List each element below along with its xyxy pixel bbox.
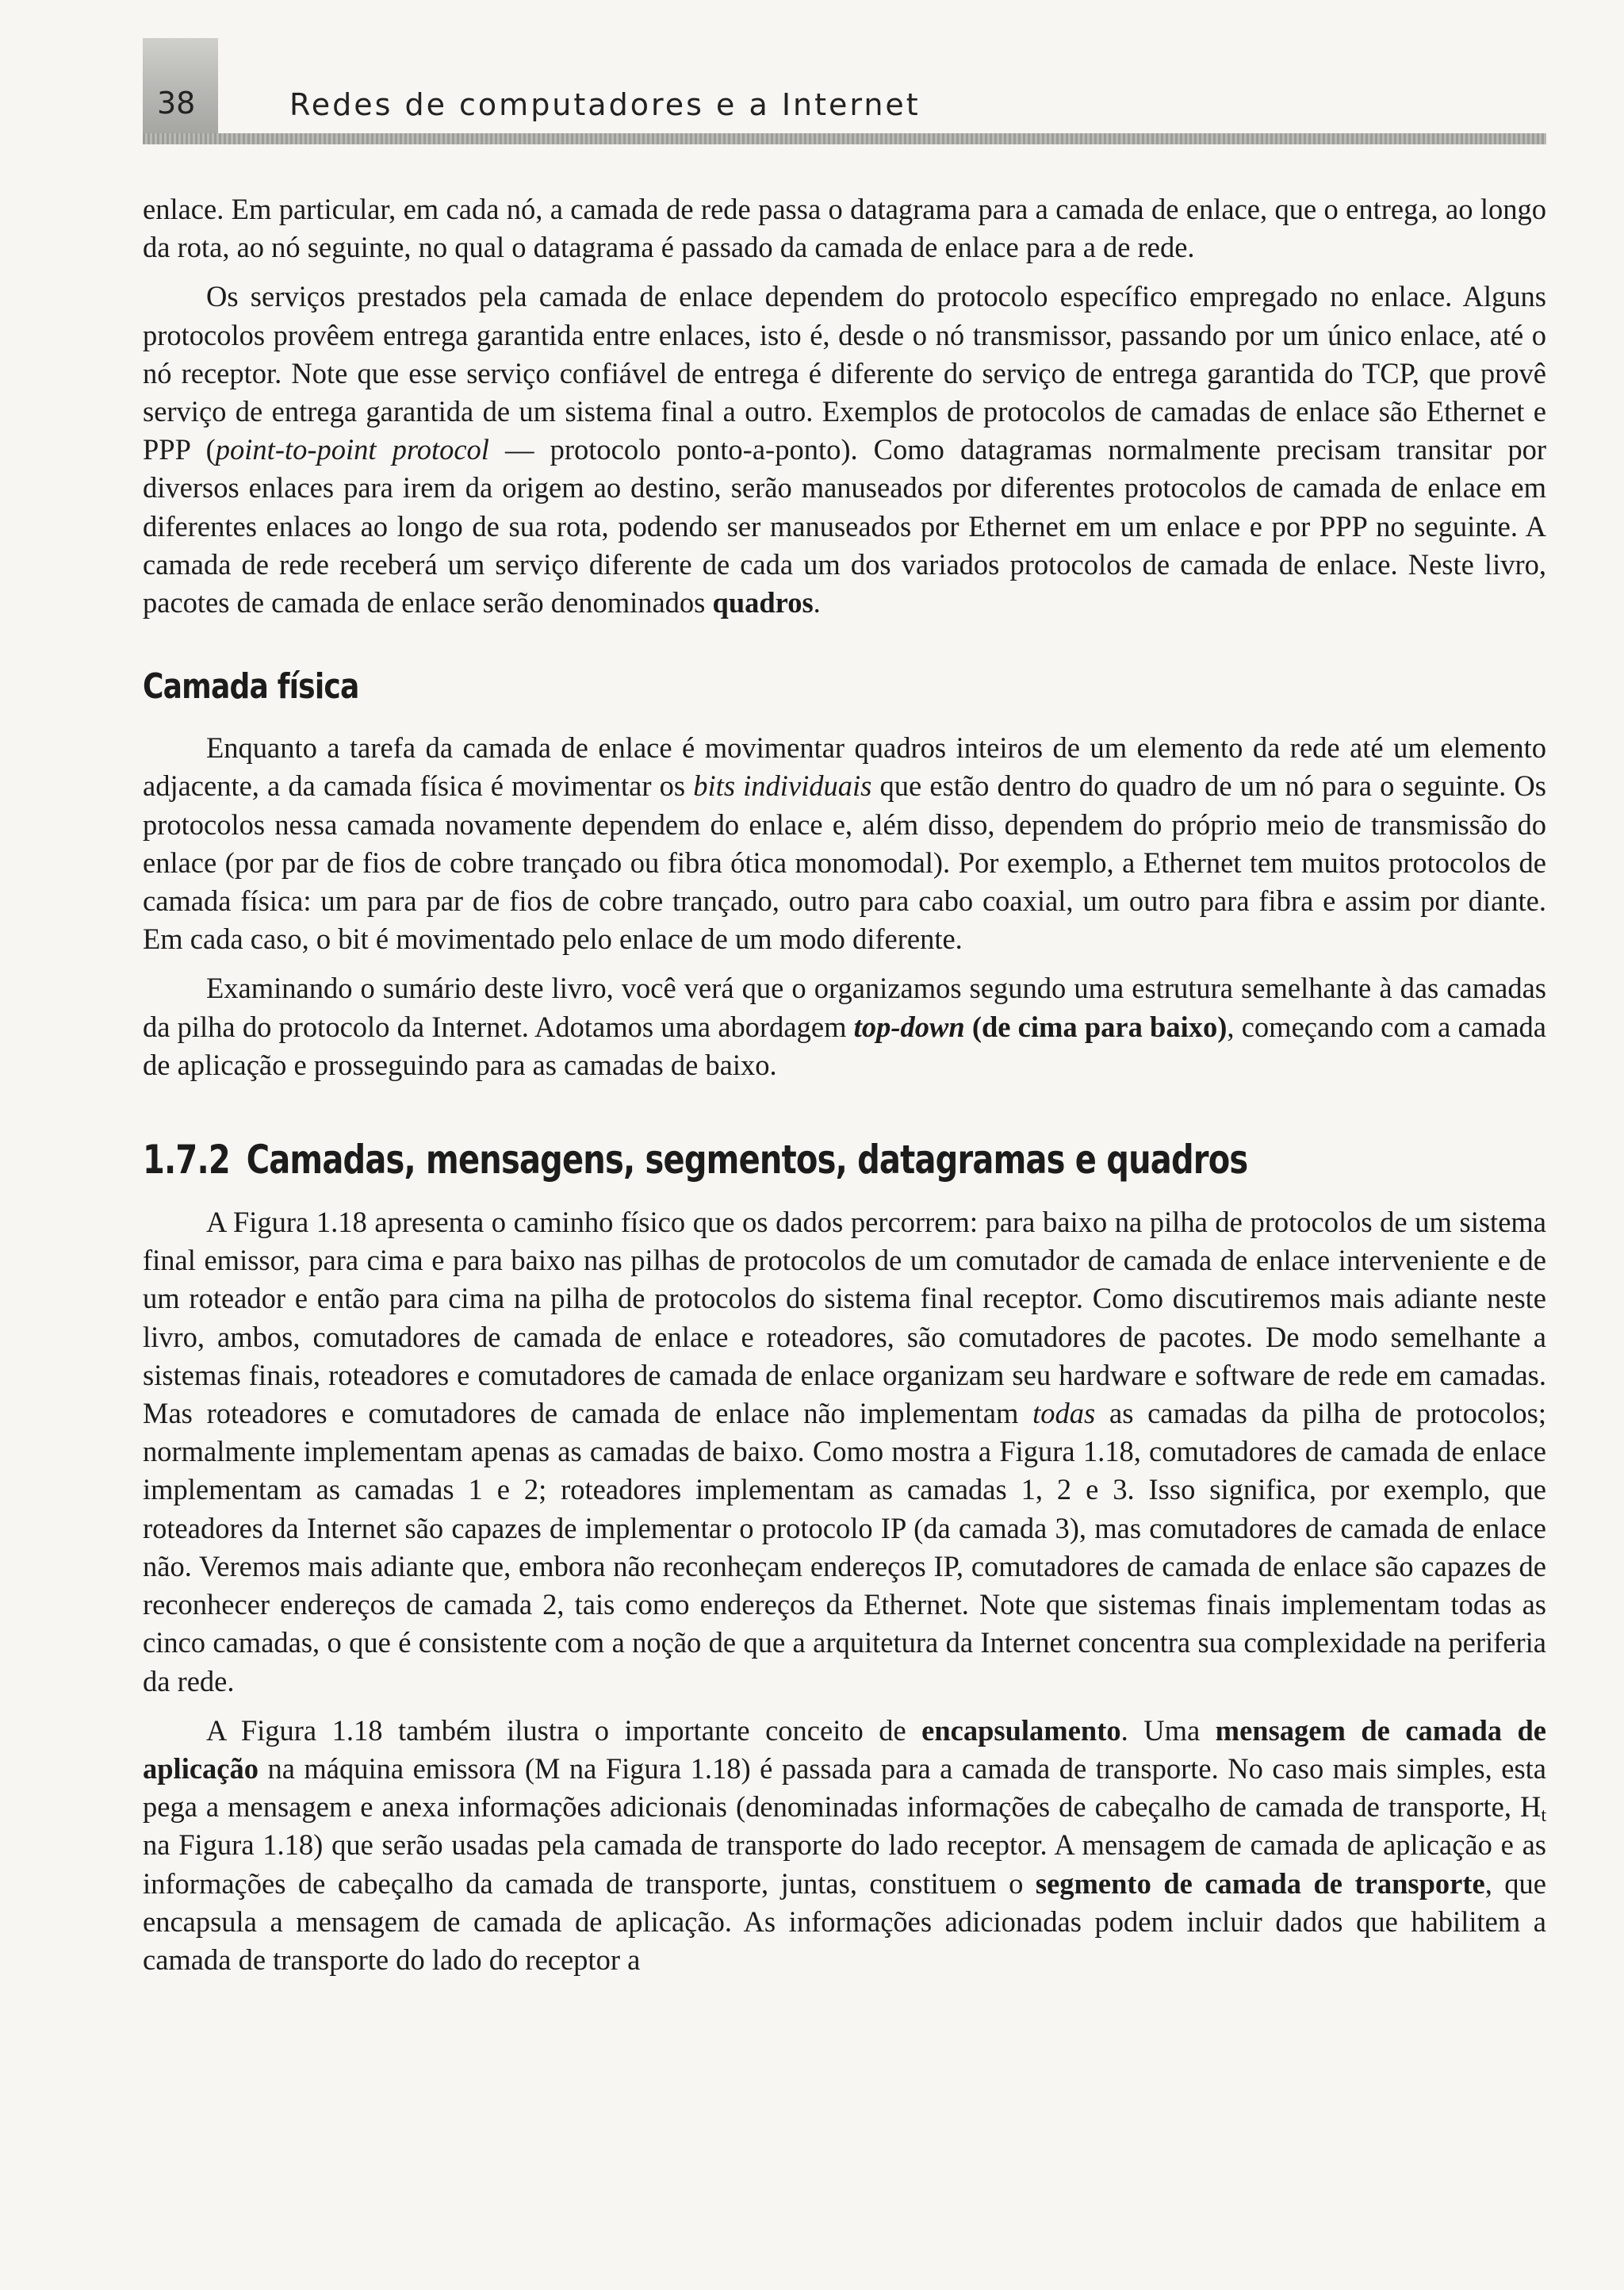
text: , começando com a camada de aplicação e prosseguindo para as camadas de baixo. xyxy=(143,1010,1546,1081)
text: A Figura 1.18 também ilustra o importante conceito de xyxy=(206,1713,922,1747)
text: que estão dentro do quadro de um nó para o seguinte. Os protocolos nessa camada novamente dependem do enlace e, além disso, dependem do próprio meio de transmissão do enlace (por par de fios de cobre trançado ou fibra ótica monomodal). Por exemplo, a Ethernet tem muitos protocolos de camada física: um para par de fios de cobre trançado, outro para cabo coaxial, um outro para fibra e assim por diante. Em cada caso, o bit é movimentado pelo enlace de um modo diferente. xyxy=(143,769,1546,956)
bold-term: encapsulamento xyxy=(921,1713,1121,1747)
paragraph xyxy=(143,278,1546,622)
text: , que encapsula a mensagem de camada de aplicação. As informações adicionadas podem incluir dados que habilitem a camada de transporte do lado do receptor a xyxy=(143,1866,1547,1976)
page-number: 38 xyxy=(157,86,196,121)
text: as camadas da pilha de protocolos; normalmente implementam apenas as camadas de baixo. Como mostra a Figura 1.18, comutadores de camada de enlace implementam as camadas 1 e 2; roteadores implementam as camadas 1, 2 e 3. Isso significa, por exemplo, que roteadores da Internet são capazes de implementar o protocolo IP (da camada 3), mas comutadores de camada de enlace não. Veremos mais adiante que, embora não reconheçam endereços IP, comutadores de camada de enlace são capazes de reconhecer endereços de camada 2, tais como endereços da Ethernet. Note que sistemas finais implementam todas as cinco camadas, o que é consistente com a noção de que a arquitetura da Internet concentra sua complexidade na periferia da rede. xyxy=(143,1397,1546,1697)
bold-term: quadros xyxy=(712,586,814,619)
page-body xyxy=(143,190,1546,1990)
header-rule xyxy=(143,133,1546,144)
section-heading xyxy=(143,1137,1266,1183)
paragraph xyxy=(143,1203,1546,1701)
text: Enquanto a tarefa da camada de enlace é movimentar quadros inteiros de um elemento da rede até um elemento adjacente, a da camada física é movimentar os xyxy=(143,731,1546,803)
text: na máquina emissora (M na Figura 1.18) é passada para a camada de transporte. No caso mais simples, esta pega a mensagem e anexa informações adicionais (denominadas informações de cabeçalho de camada de transporte, H xyxy=(143,1751,1546,1824)
bold-term: mensagem de camada de aplicação xyxy=(143,1713,1546,1785)
text: na Figura 1.18) que serão usadas pela camada de transporte do lado receptor. A mensagem de camada de aplicação e as informações de cabeçalho da camada de transporte, juntas, constituem o xyxy=(143,1828,1546,1900)
text: Os serviços prestados pela camada de enlace dependem do protocolo específico empregado no enlace. Alguns protocolos provêem entrega garantida entre enlaces, isto é, desde o nó transmissor, passando por um único enlace, até o nó receptor. Note que esse serviço confiável de entrega é diferente do serviço de entrega garantida do TCP, que provê serviço de entrega garantida de um sistema final a outro. Exemplos de protocolos de camadas de enlace são Ethernet e PPP ( xyxy=(143,280,1546,466)
text: . xyxy=(813,586,821,619)
bold-term: (de cima para baixo) xyxy=(964,1010,1228,1043)
bold-italic-text: top-down xyxy=(853,1010,965,1043)
paragraph xyxy=(143,969,1546,1084)
bold-term: segmento de camada de transporte xyxy=(1035,1866,1485,1900)
italic-term: bits individuais xyxy=(693,769,872,803)
subheading-camada-fisica: Camada física xyxy=(143,666,359,708)
running-title: Redes de computadores e a Internet xyxy=(289,87,921,122)
text: Examinando o sumário deste livro, você verá que o organizamos segundo uma estrutura semelhante à das camadas da pilha do protocolo da Internet. Adotamos uma abordagem xyxy=(143,972,1546,1043)
text: — protocolo ponto-a-ponto). Como datagramas normalmente precisam transitar por diversos enlaces para irem da origem ao destino, serão manuseados por diferentes protocolos de camada de enlace em diferentes enlaces ao longo de sua rota, podendo ser manuseados por Ethernet em um enlace e por PPP no seguinte. A camada de rede receberá um serviço diferente de cada um dos variados protocolos de camada de enlace. Neste livro, pacotes de camada de enlace serão denominados xyxy=(143,433,1546,619)
page-header xyxy=(143,38,1546,141)
subscript: t xyxy=(1541,1805,1546,1827)
paragraph xyxy=(143,1712,1546,1979)
text: . Uma xyxy=(1120,1713,1216,1747)
text: enlace. Em particular, em cada nó, a camada de rede passa o datagrama para a camada de enlace, que o entrega, ao longo da rota, ao nó seguinte, no qual o datagrama é passado da camada de enlace para a de rede. xyxy=(143,193,1546,264)
paragraph xyxy=(143,729,1546,958)
italic-term: todas xyxy=(1032,1397,1096,1430)
section-title: Camadas, mensagens, segmentos, datagramas e quadros xyxy=(246,1137,1248,1183)
section-number: 1.7.2 xyxy=(143,1137,230,1183)
page-number-box xyxy=(143,38,218,141)
text: A Figura 1.18 apresenta o caminho físico que os dados percorrem: para baixo na pilha de protocolos de um sistema final emissor, para cima e para baixo nas pilhas de protocolos de um comutador de camada de enlace interveniente e de um roteador e então para cima na pilha de protocolos do sistema final receptor. Como discutiremos mais adiante neste livro, ambos, comutadores de camada de enlace e roteadores, são comutadores de pacotes. De modo semelhante a sistemas finais, roteadores e comutadores de camada de enlace organizam seu hardware e software de rede em camadas. Mas roteadores e comutadores de camada de enlace não implementam xyxy=(143,1206,1546,1430)
paragraph xyxy=(143,190,1546,267)
bold-italic-term xyxy=(854,1011,965,1043)
italic-term: point-to-point protocol xyxy=(215,433,489,466)
